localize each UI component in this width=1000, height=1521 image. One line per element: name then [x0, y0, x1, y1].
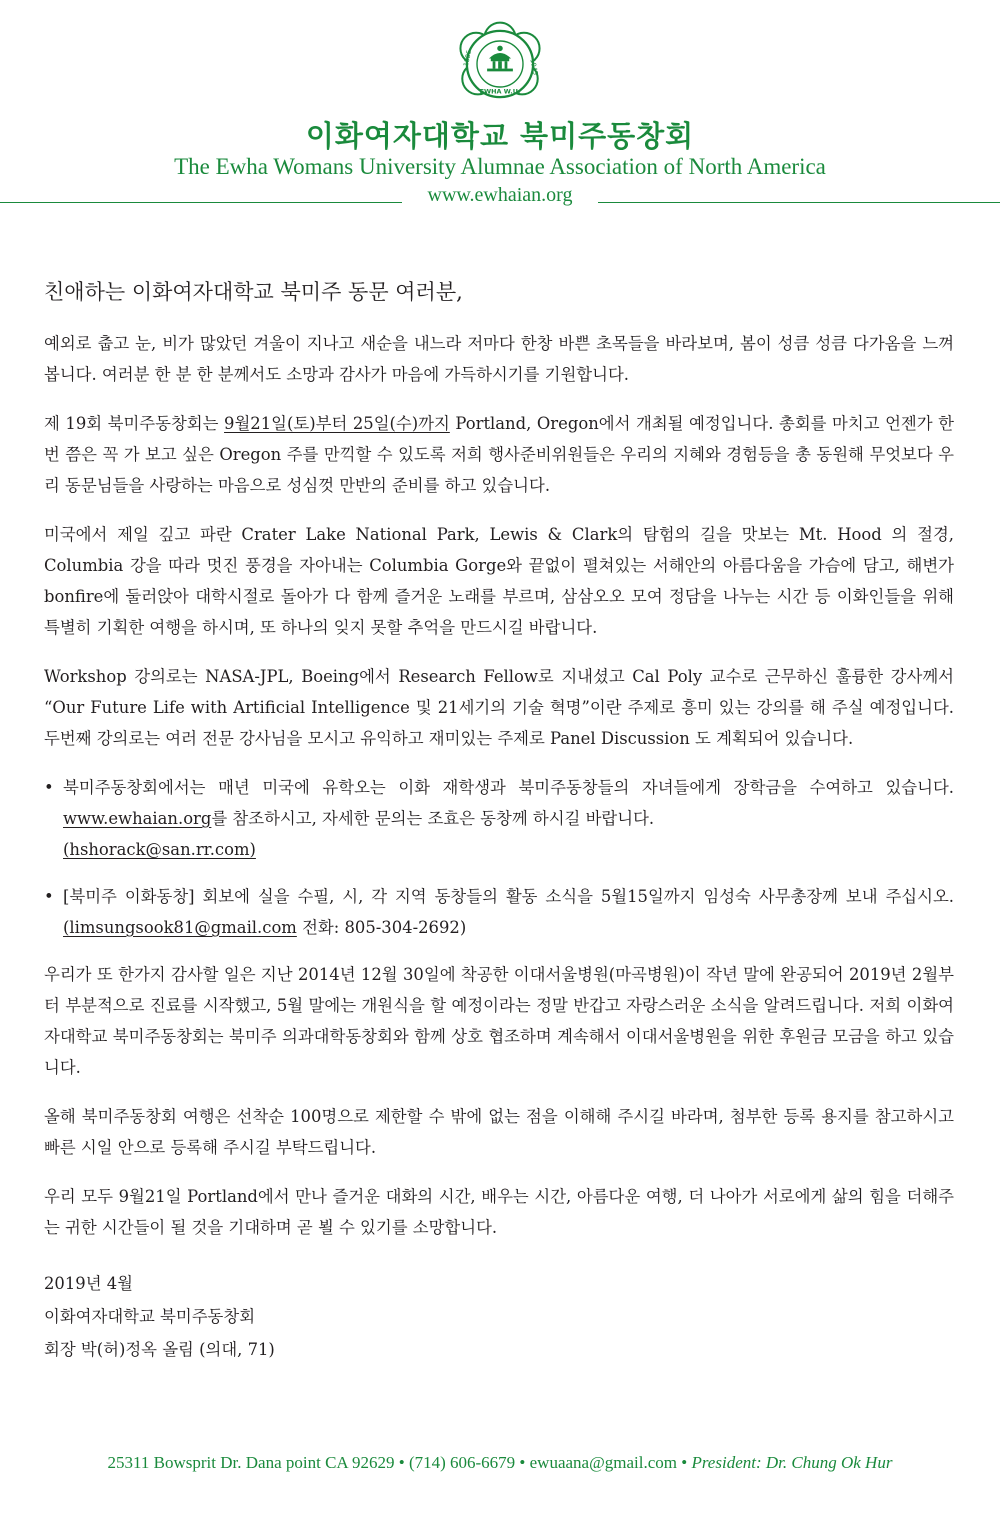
paragraph-2	[44, 408, 954, 501]
letter-body	[44, 278, 954, 1366]
bullet-1-text-a: 북미주동창회에서는 매년 미국에 유학오는 이화 재학생과 북미주동창들의 자녀들에게 장학금을 수여하고 있습니다.	[63, 778, 954, 797]
paragraph-3: 미국에서 제일 깊고 파란 Crater Lake National Park, Lewis & Clark의 탐험의 길을 맛보는 Mt. Hood 의 절경, Columbia 강을 따라 멋진 풍경을 자아내는 Columbia Gorge와 끝없이 펼쳐있는 서해안의 아름다움을 가슴에 담고, 해변가 bonfire에 둘러앉아 대학시절로 돌아가 다 함께 즐거운 노래를 부르며, 삼삼오오 모여 정담을 나누는 시간 등 이화인들을 위해 특별히 기획한 여행을 하시며, 또 하나의 잊지 못할 추억을 만드시길 바랍니다.	[44, 525, 954, 637]
signature-signer: 회장 박(허)정옥 올림 (의대, 71)	[44, 1340, 275, 1359]
website-link[interactable]: www.ewhaian.org	[427, 184, 573, 206]
org-title-korean: 이화여자대학교 북미주동창회	[305, 119, 695, 153]
paragraph-2-text-c: Portland, Oregon에서 개최될 예정입니다. 총회를 마치고 언젠가 한 번 쯤은 꼭 가 보고 싶은 Oregon 주를 만끽할 수 있도록 저희 행사준비위원들은 우리의 지혜와 경험등을 총 동원해 무엇보다 우리 동문님들을 사랑하는 마음으로 성심껏 만반의 준비를 하고 있습니다.	[44, 414, 954, 495]
footer-president: President: Dr. Chung Ok Hur	[691, 1453, 893, 1472]
paragraph-7: 우리 모두 9월21일 Portland에서 만나 즐거운 대화의 시간, 배우는 시간, 아름다운 여행, 더 나아가 서로에게 삶의 힘을 더해주는 귀한 시간들이 될 것을 기대하며 곧 뵐 수 있기를 소망합니다.	[44, 1187, 954, 1237]
bullet-scholarship	[44, 772, 954, 865]
paragraph-1: 예외로 춥고 눈, 비가 많았던 겨울이 지나고 새순을 내느라 저마다 한창 바쁜 초목들을 바라보며, 봄이 성큼 성큼 다가옴을 느껴봅니다. 여러분 한 분 한 분께서도 소망과 감사가 마음에 가득하시기를 기원합니다.	[44, 334, 954, 384]
bullet-newsletter	[44, 881, 954, 943]
event-dates: 9월21일(토)부터 25일(수)까지	[224, 414, 450, 433]
header-rule-left	[0, 202, 402, 203]
website-link-inline[interactable]: www.ewhaian.org	[63, 809, 212, 828]
bullet-dot: •	[44, 778, 54, 797]
bullet-1-text-b: 를 참조하시고, 자세한 문의는 조효은 동창께 하시길 바랍니다.	[211, 809, 655, 828]
seal-year-right: 1945	[528, 58, 540, 76]
paragraph-2-text-a: 제 19회 북미주동창회는	[44, 414, 225, 433]
email-link-hshorack[interactable]: (hshorack@san.rr.com)	[63, 840, 256, 859]
paragraph-5: 우리가 또 한가지 감사할 일은 지난 2014년 12월 30일에 착공한 이대서울병원(마곡병원)이 작년 말에 완공되어 2019년 2월부터 부분적으로 진료를 시작했고, 5월 말에는 개원식을 할 예정이라는 정말 반갑고 자랑스러운 소식을 알려드립니다. 저희 이화여자대학교 북미주동창회는 북미주 의과대학동창회와 함께 상호 협조하며 계속해서 이대서울병원을 위한 후원금 모금을 하고 있습니다.	[44, 965, 954, 1077]
seal-bottom-text: EWHA W.U.	[479, 87, 521, 96]
signature-block	[44, 1267, 954, 1366]
university-seal-logo	[454, 18, 546, 110]
email-link-limsungsook[interactable]: (limsungsook81@gmail.com	[63, 918, 297, 937]
bullet-dot: •	[44, 887, 54, 906]
letter-date: 2019년 4월	[44, 1274, 134, 1293]
org-title-english: The Ewha Womans University Alumnae Association of North America	[174, 154, 826, 179]
header-rule-right	[598, 202, 1000, 203]
footer-address: 25311 Bowsprit Dr. Dana point CA 92629 • (714) 606-6679 • ewuaana@gmail.com •	[107, 1453, 692, 1472]
paragraph-4: Workshop 강의로는 NASA-JPL, Boeing에서 Research Fellow로 지내셨고 Cal Poly 교수로 근무하신 훌륭한 강사께서 “Our Future Life with Artificial Intelligence 및 21세기의 기술 혁명”이란 주제로 흥미 있는 강의를 해 주실 예정입니다. 두번째 강의로는 여러 전문 강사님을 모시고 유익하고 재미있는 주제로 Panel Discussion 도 계획되어 있습니다.	[44, 667, 954, 748]
bullet-2-text-a: [북미주 이화동창] 회보에 실을 수필, 시, 각 지역 동창들의 활동 소식을 5월15일까지 임성숙 사무총장께 보내 주십시오.	[63, 887, 954, 906]
paragraph-6: 올해 북미주동창회 여행은 선착순 100명으로 제한할 수 밖에 없는 점을 이해해 주시길 바라며, 첨부한 등록 용지를 참고하시고 빠른 시일 안으로 등록해 주시길 부탁드립니다.	[44, 1107, 954, 1157]
bullet-2-text-b: 전화: 805-304-2692)	[296, 918, 467, 937]
signature-org: 이화여자대학교 북미주동창회	[44, 1307, 256, 1326]
letter-greeting: 친애하는 이화여자대학교 북미주 동문 여러분,	[44, 280, 463, 304]
footer-contact	[0, 1453, 1000, 1473]
seal-year-left: 1886	[461, 49, 474, 68]
